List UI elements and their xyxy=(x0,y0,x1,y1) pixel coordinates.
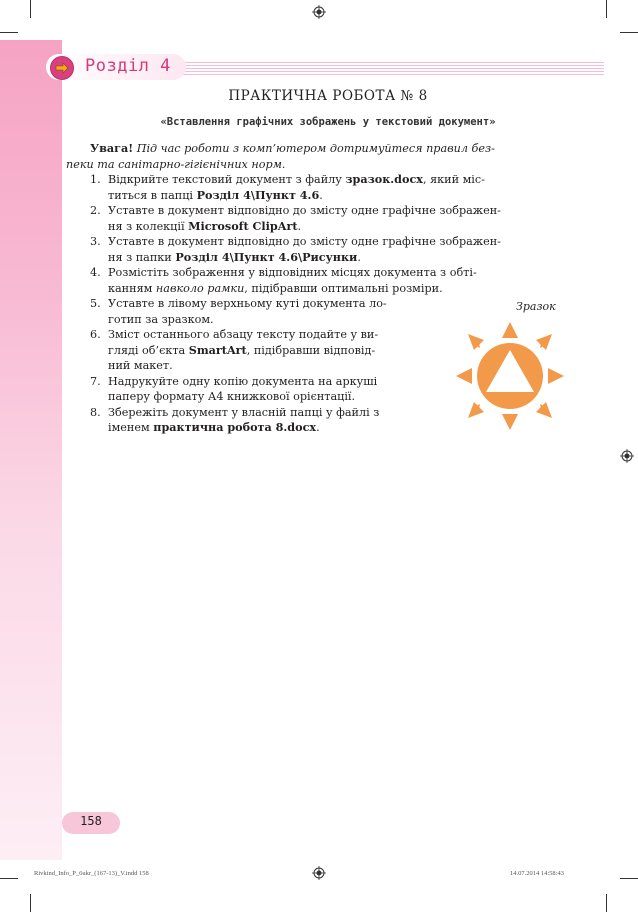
crop-mark xyxy=(620,32,638,33)
crop-mark xyxy=(30,0,31,18)
list-item: 1. Відкрийте текстовий документ з файлу зразок.docx, який міс- титься в папці Розділ 4\Пункт 4.6. xyxy=(90,172,485,202)
list-item: 7. Надрукуйте одну копію документа на аркуші паперу формату А4 книжкової орієнтації. xyxy=(90,374,378,403)
crop-mark xyxy=(30,894,31,912)
sample-label: Зразок xyxy=(516,300,556,313)
arrow-right-icon xyxy=(51,57,73,79)
attention-note xyxy=(66,140,560,173)
attention-text: пеки та санітарно-гігієнічних норм. xyxy=(66,158,286,171)
slug-filename: Rivkind_Info_P_6ukr_(167-13)_V.indd 158 xyxy=(34,870,149,877)
registration-mark-icon xyxy=(312,5,326,19)
work-title: ПРАКТИЧНА РОБОТА № 8 xyxy=(228,88,428,104)
page-number: 158 xyxy=(80,814,102,828)
crop-mark xyxy=(0,878,18,879)
steps-list-narrow xyxy=(90,296,438,436)
crop-mark xyxy=(0,32,18,33)
steps-list xyxy=(90,172,560,296)
registration-mark-icon xyxy=(312,866,326,880)
crop-mark xyxy=(606,894,607,912)
list-item: 6. Зміст останнього абзацу тексту подайте у ви- гляді об’єкта SmartArt, підібравши відповід- ний макет. xyxy=(90,328,379,372)
list-item: 5. Уставте в лівому верхньому куті документа ло- готип за зразком. xyxy=(90,297,387,326)
crop-mark xyxy=(620,878,638,879)
crop-mark xyxy=(606,0,607,18)
section-badge xyxy=(50,56,74,80)
registration-mark-icon xyxy=(620,449,634,463)
list-item: 3. Уставте в документ відповідно до змісту одне графічне зображен- ня з папки Розділ 4\Пункт 4.6\Рисунки. xyxy=(90,235,501,264)
work-subtitle: «Вставлення графічних зображень у текстовий документ» xyxy=(160,116,496,128)
slug-date: 14.07.2014 14:58:43 xyxy=(510,870,564,877)
attention-label: Увага! xyxy=(90,141,134,155)
page-sidebar xyxy=(0,40,62,860)
list-item: 2. Уставте в документ відповідно до змісту одне графічне зображен- ня з колекції Microsoft ClipArt. xyxy=(90,204,501,233)
attention-text: Під час роботи з комп’ютером дотримуйтеся правил без- xyxy=(136,142,495,155)
list-item: 4. Розмістіть зображення у відповідних місцях документа з обті- канням навколо рамки, підібравши оптимальні розміри. xyxy=(90,266,477,295)
section-title: Розділ 4 xyxy=(85,56,171,76)
list-item: 8. Збережіть документ у власній папці у файлі з іменем практична робота 8.docx. xyxy=(90,405,380,434)
sun-logo-image xyxy=(450,316,570,436)
